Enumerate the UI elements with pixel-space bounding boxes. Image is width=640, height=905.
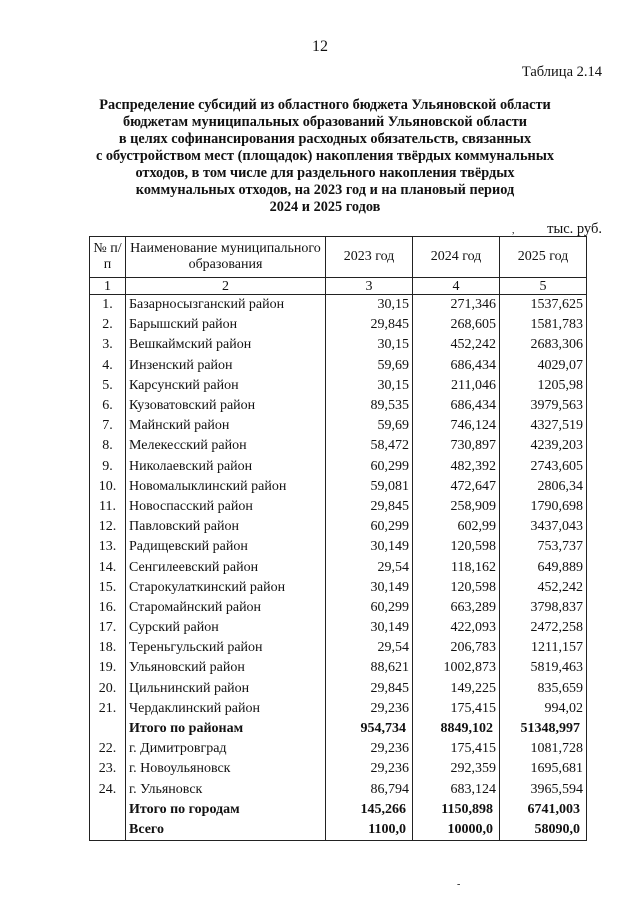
value-2024: 422,093 xyxy=(413,618,500,638)
value-2023: 30,15 xyxy=(326,295,413,316)
municipality-name: г. Ульяновск xyxy=(126,780,326,800)
value-2023: 29,236 xyxy=(326,759,413,779)
table-row xyxy=(90,416,587,436)
value-2025: 1537,625 xyxy=(500,295,587,316)
value-2025: 3965,594 xyxy=(500,780,587,800)
value-2024: 258,909 xyxy=(413,497,500,517)
title-line: коммунальных отходов, на 2023 год и на плановый период xyxy=(135,182,515,198)
value-2023: 58,472 xyxy=(326,436,413,456)
value-2023: 89,535 xyxy=(326,396,413,416)
municipality-name: Итого по районам xyxy=(126,719,326,739)
value-2025: 753,737 xyxy=(500,537,587,557)
value-2025: 2743,605 xyxy=(500,457,587,477)
value-2025: 994,02 xyxy=(500,699,587,719)
total-row xyxy=(90,719,587,739)
row-number: 9. xyxy=(90,457,126,477)
value-2023: 59,69 xyxy=(326,356,413,376)
value-2023: 60,299 xyxy=(326,598,413,618)
municipality-name: Павловский район xyxy=(126,517,326,537)
title-line: 2024 и 2025 годов xyxy=(269,199,381,215)
table-row xyxy=(90,739,587,759)
row-number: 4. xyxy=(90,356,126,376)
row-number: 2. xyxy=(90,315,126,335)
header-index: 4 xyxy=(413,278,500,295)
header-name: Наименование муниципального образования xyxy=(126,237,326,278)
value-2023: 29,236 xyxy=(326,699,413,719)
header-index: 2 xyxy=(126,278,326,295)
header-num: № п/п xyxy=(90,237,126,278)
value-2023: 29,54 xyxy=(326,557,413,577)
value-2024: 683,124 xyxy=(413,780,500,800)
page-number: 12 xyxy=(312,38,328,55)
table-body xyxy=(90,295,587,841)
row-number: 16. xyxy=(90,598,126,618)
row-number: 14. xyxy=(90,557,126,577)
value-2025: 452,242 xyxy=(500,578,587,598)
value-2024: 452,242 xyxy=(413,335,500,355)
value-2023: 29,54 xyxy=(326,638,413,658)
table-row xyxy=(90,598,587,618)
value-2025: 649,889 xyxy=(500,557,587,577)
document-title xyxy=(80,97,570,216)
value-2024: 1150,898 xyxy=(413,800,500,820)
value-2023: 60,299 xyxy=(326,517,413,537)
row-number: 24. xyxy=(90,780,126,800)
municipality-name: Старокулаткинский район xyxy=(126,578,326,598)
row-number: 6. xyxy=(90,396,126,416)
row-number: 21. xyxy=(90,699,126,719)
row-number: 23. xyxy=(90,759,126,779)
value-2025: 58090,0 xyxy=(500,820,587,841)
table-row xyxy=(90,376,587,396)
row-number: 15. xyxy=(90,578,126,598)
value-2023: 86,794 xyxy=(326,780,413,800)
value-2024: 271,346 xyxy=(413,295,500,316)
value-2023: 145,266 xyxy=(326,800,413,820)
value-2024: 206,783 xyxy=(413,638,500,658)
value-2023: 59,69 xyxy=(326,416,413,436)
municipality-name: Вешкаймский район xyxy=(126,335,326,355)
value-2024: 686,434 xyxy=(413,356,500,376)
value-2024: 149,225 xyxy=(413,679,500,699)
municipality-name: Мелекесский район xyxy=(126,436,326,456)
value-2024: 175,415 xyxy=(413,739,500,759)
value-2024: 120,598 xyxy=(413,578,500,598)
municipality-name: Старомайнский район xyxy=(126,598,326,618)
value-2025: 1790,698 xyxy=(500,497,587,517)
row-number: 18. xyxy=(90,638,126,658)
table-row xyxy=(90,638,587,658)
table-index-row xyxy=(90,278,587,295)
value-2024: 8849,102 xyxy=(413,719,500,739)
header-index: 5 xyxy=(500,278,587,295)
table-row xyxy=(90,335,587,355)
header-2023: 2023 год xyxy=(326,237,413,278)
municipality-name: Чердаклинский район xyxy=(126,699,326,719)
municipality-name: Новоспасский район xyxy=(126,497,326,517)
row-number: 5. xyxy=(90,376,126,396)
value-2024: 120,598 xyxy=(413,537,500,557)
row-number: 1. xyxy=(90,295,126,316)
value-2025: 3437,043 xyxy=(500,517,587,537)
municipality-name: Ульяновский район xyxy=(126,658,326,678)
value-2024: 118,162 xyxy=(413,557,500,577)
table-row xyxy=(90,295,587,316)
title-line: с обустройством мест (площадок) накопления твёрдых коммунальных xyxy=(95,148,555,164)
table-header-row xyxy=(90,237,587,278)
value-2025: 4327,519 xyxy=(500,416,587,436)
table-row xyxy=(90,658,587,678)
municipality-name: Майнский район xyxy=(126,416,326,436)
value-2024: 1002,873 xyxy=(413,658,500,678)
value-2025: 3798,837 xyxy=(500,598,587,618)
value-2024: 292,359 xyxy=(413,759,500,779)
value-2025: 4029,07 xyxy=(500,356,587,376)
value-2024: 175,415 xyxy=(413,699,500,719)
table-row xyxy=(90,578,587,598)
value-2025: 2806,34 xyxy=(500,477,587,497)
title-line: отходов, в том числе для раздельного накопления твёрдых xyxy=(135,165,515,181)
table-row xyxy=(90,436,587,456)
value-2025: 3979,563 xyxy=(500,396,587,416)
table-row xyxy=(90,457,587,477)
value-2025: 4239,203 xyxy=(500,436,587,456)
value-2025: 1081,728 xyxy=(500,739,587,759)
value-2024: 211,046 xyxy=(413,376,500,396)
row-number: 7. xyxy=(90,416,126,436)
value-2023: 30,149 xyxy=(326,618,413,638)
header-index: 3 xyxy=(326,278,413,295)
value-2025: 1695,681 xyxy=(500,759,587,779)
value-2023: 30,15 xyxy=(326,335,413,355)
table-row xyxy=(90,477,587,497)
value-2025: 2472,258 xyxy=(500,618,587,638)
units-label: тыс. руб. xyxy=(547,221,602,237)
total-row xyxy=(90,800,587,820)
value-2023: 29,845 xyxy=(326,315,413,335)
row-number: 11. xyxy=(90,497,126,517)
municipality-name: Итого по городам xyxy=(126,800,326,820)
value-2025: 835,659 xyxy=(500,679,587,699)
municipality-name: Тереньгульский район xyxy=(126,638,326,658)
value-2024: 472,647 xyxy=(413,477,500,497)
value-2023: 1100,0 xyxy=(326,820,413,841)
table-row xyxy=(90,557,587,577)
row-number: 17. xyxy=(90,618,126,638)
table-row xyxy=(90,396,587,416)
municipality-name: Новомалыклинский район xyxy=(126,477,326,497)
value-2024: 602,99 xyxy=(413,517,500,537)
table-row xyxy=(90,517,587,537)
scan-mark: - xyxy=(457,879,461,890)
value-2024: 663,289 xyxy=(413,598,500,618)
table-caption: Таблица 2.14 xyxy=(521,64,602,80)
table-row xyxy=(90,618,587,638)
municipality-name: Инзенский район xyxy=(126,356,326,376)
value-2023: 88,621 xyxy=(326,658,413,678)
value-2024: 482,392 xyxy=(413,457,500,477)
municipality-name: Сурский район xyxy=(126,618,326,638)
value-2025: 1205,98 xyxy=(500,376,587,396)
table-row xyxy=(90,356,587,376)
value-2023: 59,081 xyxy=(326,477,413,497)
row-number: 12. xyxy=(90,517,126,537)
municipality-name: Всего xyxy=(126,820,326,841)
value-2025: 1211,157 xyxy=(500,638,587,658)
value-2025: 5819,463 xyxy=(500,658,587,678)
row-number: 3. xyxy=(90,335,126,355)
municipality-name: Барышский район xyxy=(126,315,326,335)
table-row xyxy=(90,699,587,719)
municipality-name: Цильнинский район xyxy=(126,679,326,699)
value-2025: 2683,306 xyxy=(500,335,587,355)
value-2023: 30,15 xyxy=(326,376,413,396)
value-2025: 6741,003 xyxy=(500,800,587,820)
municipality-name: г. Димитровград xyxy=(126,739,326,759)
table-row xyxy=(90,497,587,517)
row-number xyxy=(90,800,126,820)
value-2023: 30,149 xyxy=(326,578,413,598)
table-row xyxy=(90,759,587,779)
title-line: в целях софинансирования расходных обязательств, связанных xyxy=(118,131,532,147)
row-number: 22. xyxy=(90,739,126,759)
row-number: 20. xyxy=(90,679,126,699)
row-number: 19. xyxy=(90,658,126,678)
value-2023: 60,299 xyxy=(326,457,413,477)
row-number: 8. xyxy=(90,436,126,456)
table-row xyxy=(90,679,587,699)
scan-mark: , xyxy=(512,225,515,236)
value-2024: 10000,0 xyxy=(413,820,500,841)
row-number: 13. xyxy=(90,537,126,557)
municipality-name: Николаевский район xyxy=(126,457,326,477)
table-row xyxy=(90,315,587,335)
header-2025: 2025 год xyxy=(500,237,587,278)
table-row xyxy=(90,780,587,800)
municipality-name: Радищевский район xyxy=(126,537,326,557)
value-2023: 29,845 xyxy=(326,679,413,699)
value-2024: 730,897 xyxy=(413,436,500,456)
subsidy-table xyxy=(89,236,587,841)
row-number xyxy=(90,820,126,841)
header-2024: 2024 год xyxy=(413,237,500,278)
value-2023: 29,845 xyxy=(326,497,413,517)
value-2024: 268,605 xyxy=(413,315,500,335)
value-2024: 746,124 xyxy=(413,416,500,436)
value-2023: 29,236 xyxy=(326,739,413,759)
value-2024: 686,434 xyxy=(413,396,500,416)
municipality-name: Базарносызганский район xyxy=(126,295,326,316)
row-number xyxy=(90,719,126,739)
municipality-name: Сенгилеевский район xyxy=(126,557,326,577)
value-2025: 1581,783 xyxy=(500,315,587,335)
value-2023: 30,149 xyxy=(326,537,413,557)
row-number: 10. xyxy=(90,477,126,497)
title-line: бюджетам муниципальных образований Ульяновской области xyxy=(123,114,527,130)
header-index: 1 xyxy=(90,278,126,295)
title-line: Распределение субсидий из областного бюджета Ульяновской области xyxy=(99,97,551,113)
value-2025: 51348,997 xyxy=(500,719,587,739)
municipality-name: Карсунский район xyxy=(126,376,326,396)
value-2023: 954,734 xyxy=(326,719,413,739)
municipality-name: Кузоватовский район xyxy=(126,396,326,416)
table-row xyxy=(90,537,587,557)
municipality-name: г. Новоульяновск xyxy=(126,759,326,779)
total-row xyxy=(90,820,587,841)
